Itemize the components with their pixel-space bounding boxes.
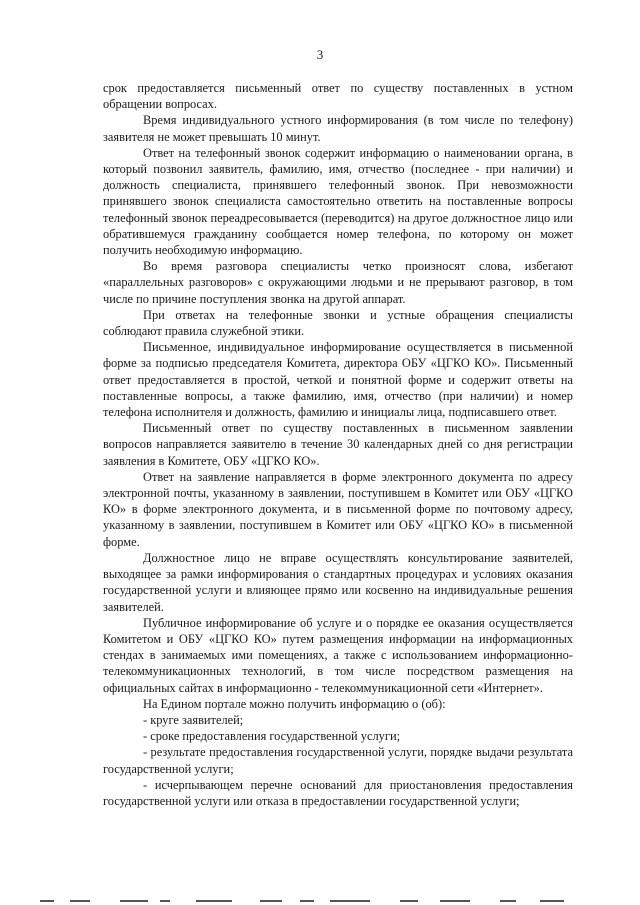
paragraph: срок предоставляется письменный ответ по существу поставленных в устном обращении вопросах. — [103, 81, 573, 112]
list-item: - результате предоставления государственной услуги, порядке выдачи результата государственной услуги; — [103, 745, 573, 776]
page-number: 3 — [316, 47, 324, 62]
paragraph: Во время разговора специалисты четко произносят слова, избегают «параллельных разговоров» с окружающими людьми и не прерывают разговор, в том числе по причине поступления звонка на другой аппарат. — [103, 259, 573, 306]
list-item: - исчерпывающем перечне оснований для приостановления предоставления государственной услуги или отказа в предоставлении государственной услуги; — [103, 777, 573, 808]
paragraph: Должностное лицо не вправе осуществлять консультирование заявителей, выходящее за рамки информирования о стандартных процедурах и условиях оказания государственной услуги и влияющее прямо или косвенно на индивидуальные решения заявителей. — [103, 550, 573, 614]
document-body — [103, 80, 573, 809]
paragraph: Ответ на заявление направляется в форме электронного документа по адресу электронной почты, указанному в заявлении, поступившем в Комитет или ОБУ «ЦГКО КО» в форме электронного документа, и в письменной форме по почтовому адресу, указанному в заявлении, поступившем в Комитет или ОБУ «ЦГКО КО» в письменной форме. — [103, 469, 573, 549]
paragraph: Письменный ответ по существу поставленных в письменном заявлении вопросов направляется заявителю в течение 30 календарных дней со дня регистрации заявления в Комитете, ОБУ «ЦГКО КО». — [103, 421, 573, 468]
paragraph: Время индивидуального устного информирования (в том числе по телефону) заявителя не может превышать 10 минут. — [103, 113, 573, 144]
paragraph: На Едином портале можно получить информацию о (об): — [143, 696, 446, 711]
list-item: - круге заявителей; — [143, 712, 244, 727]
scan-edge-artifact — [0, 899, 640, 905]
list-item: - сроке предоставления государственной услуги; — [143, 729, 401, 744]
paragraph: При ответах на телефонные звонки и устные обращения специалисты соблюдают правила служебной этики. — [103, 307, 573, 339]
paragraph: Ответ на телефонный звонок содержит информацию о наименовании органа, в который позвонил заявитель, фамилию, имя, отчество (последнее - при наличии) и должность специалиста, принявшего телефонный звонок. При невозможности принявшего звонок специалиста самостоятельно ответить на поставленные вопросы телефонный звонок переадресовывается (переводится) на другое должностное лицо или обратившемуся гражданину сообщается номер телефона, по которому он может получить необходимую информацию. — [103, 145, 573, 258]
paragraph: Письменное, индивидуальное информирование осуществляется в письменной форме за подписью председателя Комитета, директора ОБУ «ЦГКО КО». Письменный ответ предоставляется в простой, четкой и понятной форме и содержит ответы на поставленные вопросы, а также фамилию, имя, отчество (при наличии) и номер телефона исполнителя и должность, фамилию и инициалы лица, подписавшего ответ. — [103, 340, 573, 420]
paragraph: Публичное информирование об услуге и о порядке ее оказания осуществляется Комитетом и ОБУ «ЦГКО КО» путем размещения информации на информационных стендах в занимаемых ими помещениях, а также с использованием информационно-телекоммуникационных технологий, в том числе посредством размещения на официальных сайтах в информационно - телекоммуникационной сети «Интернет». — [103, 615, 573, 695]
